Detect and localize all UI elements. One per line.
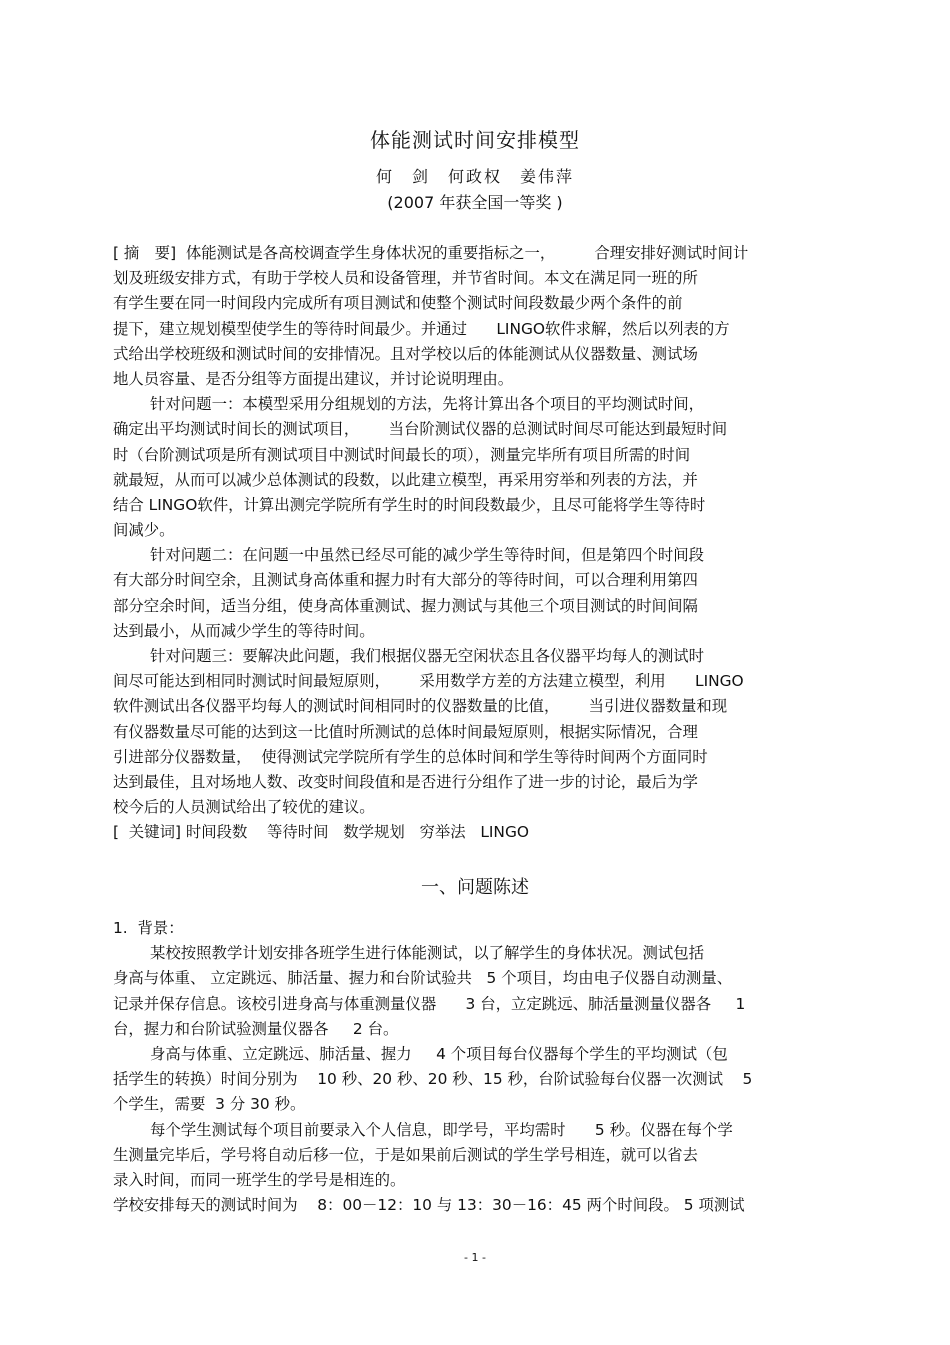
problem1-line: 间减少。: [113, 521, 175, 540]
abstract-line: 式给出学校班级和测试时间的安排情况。且对学校以后的体能测试从仪器数量、测试场: [113, 344, 698, 363]
problem1-line: 时（台阶测试项是所有测试项目中测试时间最长的项），测量完毕所有项目所需的时间: [113, 445, 691, 464]
abstract-line: [ 摘 要] 体能测试是各高校调查学生身体状况的重要指标之一， 合理安排好测试时间计: [113, 244, 749, 262]
problem3-line: 有仪器数量尽可能的达到这一比值时所测试的总体时间最短原则，根据实际情况，合理: [113, 722, 698, 741]
problem3-line: 针对问题三：要解决此问题，我们根据仪器无空闲状态且各仪器平均每人的测试时: [150, 647, 705, 665]
abstract-line: 地人员容量、是否分组等方面提出建议，并讨论说明理由。: [113, 369, 514, 388]
abstract-line: 划及班级安排方式，有助于学校人员和设备管理，并节省时间。本文在满足同一班的所: [113, 269, 698, 288]
background-line: 学校安排每天的测试时间为 8：00－12：10 与 13：30－16：45 两个时间段。 5 项测试: [113, 1196, 745, 1215]
background-line: 括学生的转换）时间分别为 10 秒、20 秒、20 秒、15 秒，台阶试验每台仪器一次测试 5: [113, 1070, 753, 1089]
background-line: 身高与体重、立定跳远、肺活量、握力 4 个项目每台仪器每个学生的平均测试（包: [150, 1044, 728, 1063]
paper-award: (2007 年获全国一等奖 ): [387, 193, 563, 212]
abstract-line: 提下，建立规划模型使学生的等待时间最少。并通过 LINGO软件求解，然后以列表的方: [113, 319, 730, 338]
background-line: 台，握力和台阶试验测量仪器各 2 台。: [113, 1019, 399, 1038]
problem3-line: 校今后的人员测试给出了较优的建议。: [113, 798, 375, 817]
paper-authors: 何 剑 何政权 姜伟萍: [375, 167, 574, 186]
background-line: 生测量完毕后，学号将自动后移一位，于是如果前后测试的学生学号相连，就可以省去: [113, 1145, 698, 1164]
problem1-line: 确定出平均测试时间长的测试项目， 当台阶测试仪器的总测试时间尽可能达到最短时间: [113, 420, 728, 439]
background-line: 每个学生测试每个项目前要录入个人信息，即学号，平均需时 5 秒。仪器在每个学: [150, 1120, 733, 1139]
background-line: 个学生，需要 3 分 30 秒。: [113, 1095, 306, 1114]
section-subheading: 1. 背景：: [113, 919, 184, 937]
problem2-line: 有大部分时间空余，且测试身高体重和握力时有大部分的等待时间，可以合理利用第四: [113, 571, 698, 590]
problem2-line: 部分空余时间，适当分组，使身高体重测试、握力测试与其他三个项目测试的时间间隔: [113, 596, 698, 615]
problem1-line: 针对问题一：本模型采用分组规划的方法，先将计算出各个项目的平均测试时间，: [150, 395, 705, 414]
section1-body: [113, 916, 843, 1218]
background-line: 录入时间，而同一班学生的学号是相连的。: [113, 1170, 406, 1189]
problem3-line: 引进部分仪器数量， 使得测试完学院所有学生的总体时间和学生等待时间两个方面同时: [113, 747, 708, 766]
abstract-block: [113, 241, 843, 846]
problem3-line: 软件测试出各仪器平均每人的测试时间相同时的仪器数量的比值， 当引进仪器数量和现: [113, 697, 728, 716]
section-heading: 一、问题陈述: [421, 877, 529, 898]
background-line: 记录并保存信息。该校引进身高与体重测量仪器 3 台，立定跳远、肺活量测量仪器各 1: [113, 994, 746, 1013]
problem2-line: 针对问题二：在问题一中虽然已经尽可能的减少学生等待时间，但是第四个时间段: [150, 546, 705, 565]
problem3-line: 达到最佳，且对场地人数、改变时间段值和是否进行分组作了进一步的讨论，最后为学: [113, 772, 698, 791]
background-line: 身高与体重、 立定跳远、肺活量、握力和台阶试验共 5 个项目，均由电子仪器自动测量、: [113, 969, 733, 988]
problem1-line: 就最短，从而可以减少总体测试的段数，以此建立模型，再采用穷举和列表的方法，并: [113, 470, 698, 489]
problem2-line: 达到最小，从而减少学生的等待时间。: [113, 621, 375, 640]
paper-title: 体能测试时间安排模型: [370, 128, 580, 152]
abstract-line: 有学生要在同一时间段内完成所有项目测试和使整个测试时间段数最少两个条件的前: [113, 294, 683, 313]
keywords-line: [ 关键词] 时间段数 等待时间 数学规划 穷举法 LINGO: [113, 823, 529, 842]
page-number: - 1 -: [464, 1251, 486, 1264]
background-line: 某校按照教学计划安排各班学生进行体能测试，以了解学生的身体状况。测试包括: [150, 944, 705, 963]
problem1-line: 结合 LINGO软件，计算出测完学院所有学生时的时间段数最少，且尽可能将学生等待时: [113, 495, 706, 514]
problem3-line: 间尽可能达到相同时测试时间最短原则， 采用数学方差的方法建立模型，利用 LINGO: [113, 672, 744, 691]
